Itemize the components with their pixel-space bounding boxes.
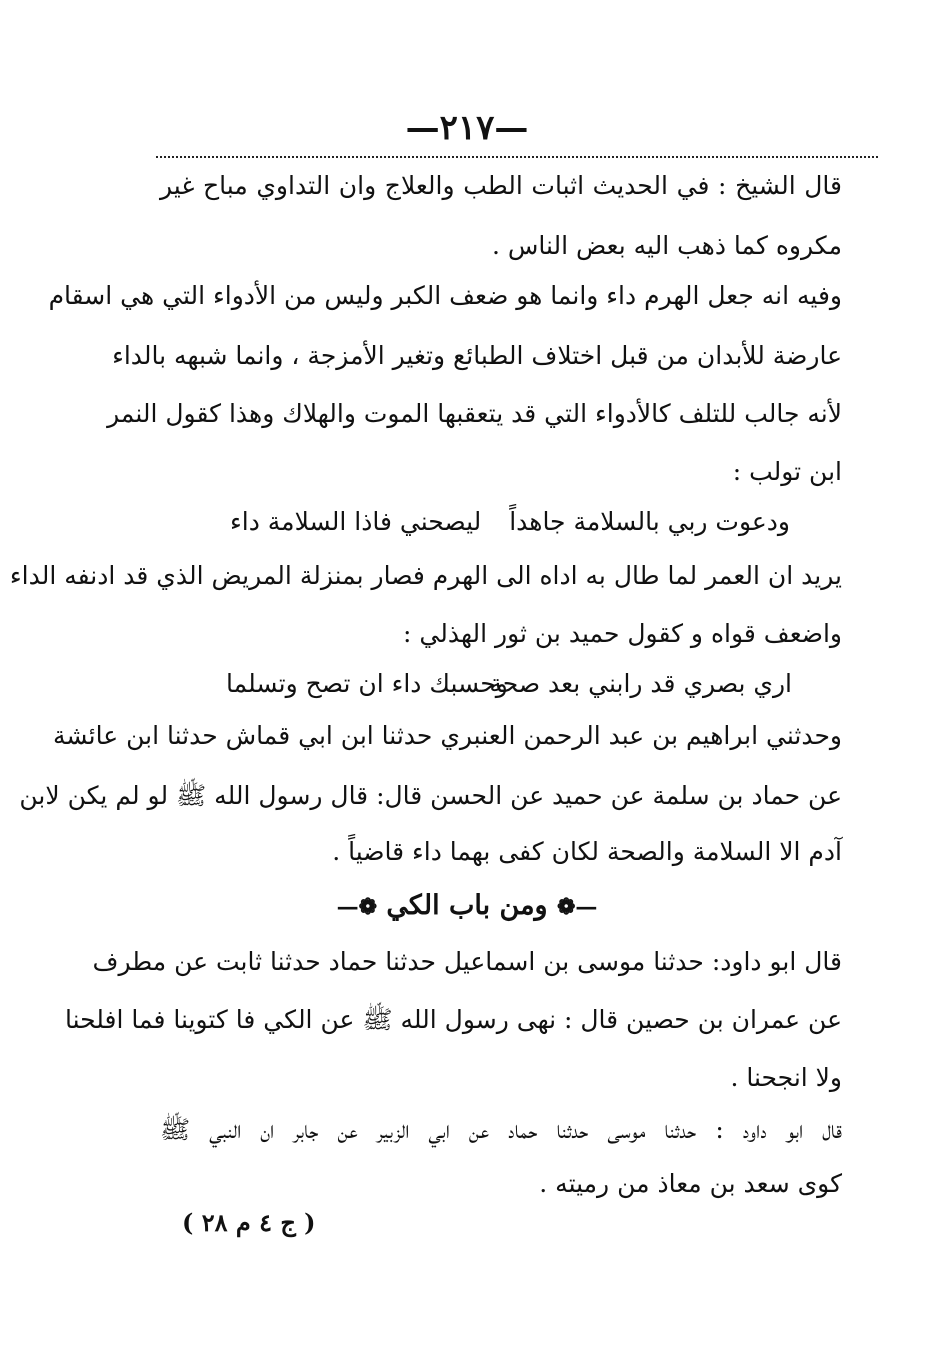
verse-1-second-hemistich: ليصحني فاذا السلامة داء — [230, 507, 482, 536]
section-heading — [0, 884, 934, 929]
paragraph-6-line-1: قال ابو داود : حدثنا موسى حدثنا حماد عن ابي الزبير عن جابر ان النبي ﷺ — [160, 1115, 842, 1144]
paragraph-1-line-2: مكروه كما ذهب اليه بعض الناس . — [491, 231, 842, 260]
paragraph-3-line-1: يريد ان العمر لما طال به اداه الى الهرم فصار بمنزلة المريض الذي قد ادنفه الداء — [9, 561, 842, 590]
header-rule — [156, 156, 878, 158]
paragraph-4-line-3: آدم الا السلامة والصحة لكان كفى بهما داء قاضياً . — [332, 837, 842, 866]
heading-ornament-left: ❁— — [336, 894, 378, 920]
verse-2-first-hemistich: اري بصري قد رابني بعد صحة — [489, 669, 792, 698]
paragraph-2-line-3: لأنه جالب للتلف كالأدواء التي قد يتعقبها الموت والهلاك وهذا كقول النمر — [107, 399, 842, 428]
verse-2-second-hemistich: وحسبك داء ان تصح وتسلما — [226, 669, 508, 698]
paragraph-6-line-2: كوى سعد بن معاذ من رميته . — [539, 1169, 842, 1198]
paragraph-5-line-3: ولا انجحنا . — [730, 1063, 842, 1092]
page-number: —٢١٧— — [405, 108, 529, 148]
verse-1-first-hemistich: ودعوت ربي بالسلامة جاهداً — [509, 507, 790, 536]
paragraph-2-line-4: ابن تولب : — [732, 457, 842, 486]
verse-1 — [230, 502, 790, 542]
heading-ornament-right: —❁ — [556, 894, 598, 920]
paragraph-1-line-1: قال الشيخ : في الحديث اثبات الطب والعلاج وان التداوي مباح غير — [160, 171, 842, 200]
verse-2 — [226, 664, 792, 704]
paragraph-2-line-1: وفيه انه جعل الهرم داء وانما هو ضعف الكبر وليس من الأدواء التي هي اسقام — [48, 281, 842, 310]
paragraph-4-line-1: وحدثني ابراهيم بن عبد الرحمن العنبري حدثنا ابن ابي قماش حدثنا ابن عائشة — [52, 721, 842, 750]
paragraph-5-line-2: عن عمران بن حصين قال : نهى رسول الله ﷺ عن الكي فا كتوينا فما افلحنا — [64, 1005, 842, 1034]
paragraph-3-line-2: واضعف قواه و كقول حميد بن ثور الهذلي : — [403, 619, 842, 648]
paragraph-5-line-1: قال ابو داود: حدثنا موسى بن اسماعيل حدثنا حماد حدثنا ثابت عن مطرف — [92, 947, 842, 976]
paragraph-4-line-2: عن حماد بن سلمة عن حميد عن الحسن قال: قال رسول الله ﷺ لو لم يكن لابن — [19, 781, 842, 810]
signature-mark: ( ج ٤ م ٢٨ ) — [182, 1208, 316, 1237]
section-heading-text: ومن باب الكي — [386, 890, 548, 921]
paragraph-2-line-2: عارضة للأبدان من قبل اختلاف الطبائع وتغير الأمزجة ، وانما شبهه بالداء — [112, 341, 842, 370]
